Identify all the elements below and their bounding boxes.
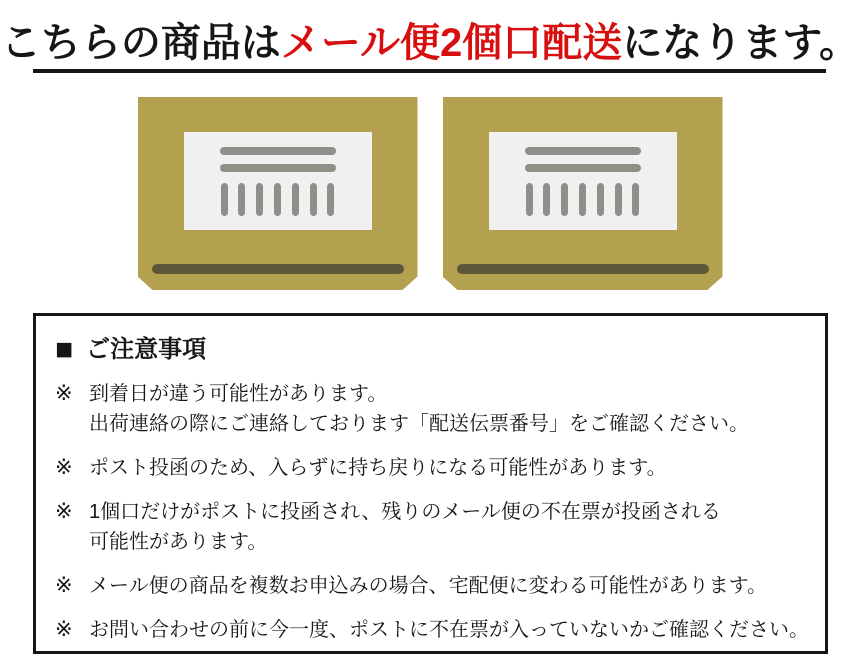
notice-heading [55, 335, 807, 365]
notice-text-line: 1個口だけがポストに投函され、残りのメール便の不在票が投函される [89, 501, 721, 523]
barcode-bar [615, 183, 622, 216]
black-square-marker: ■ [55, 333, 74, 366]
envelope-flap-line [152, 264, 404, 274]
barcode-bar [561, 183, 568, 216]
barcode-bar [221, 183, 228, 216]
notice-item [55, 615, 807, 645]
barcode [526, 183, 640, 216]
notice-item [55, 571, 807, 601]
mail-envelope-icon [138, 97, 418, 290]
title-underline [33, 69, 826, 73]
barcode-bar [238, 183, 245, 216]
notice-text-line: メール便の商品を複数お申込みの場合、宅配便に変わる可能性があります。 [89, 575, 767, 597]
page-title [0, 21, 860, 65]
notice-text-line: 出荷連絡の際にご連絡しております「配送伝票番号」をご確認ください。 [89, 413, 749, 435]
reference-mark: ※ [55, 456, 73, 479]
notice-item-lines [89, 379, 749, 439]
notice-text-line: 到着日が違う可能性があります。 [89, 383, 388, 405]
envelope-illustration-row [0, 97, 860, 290]
title-text-suffix: になります。 [622, 21, 860, 65]
notice-item [55, 497, 807, 557]
notice-item [55, 453, 807, 483]
envelope-flap-line [457, 264, 709, 274]
mail-envelope-icon [443, 97, 723, 290]
barcode-bar [632, 183, 639, 216]
notice-text-line: お問い合わせの前に今一度、ポストに不在票が入っていないかご確認ください。 [89, 619, 809, 641]
barcode-bar [597, 183, 604, 216]
notice-box [33, 313, 828, 654]
barcode-bar [543, 183, 550, 216]
reference-mark: ※ [55, 500, 73, 523]
notice-item-lines [89, 615, 809, 645]
shipping-label [184, 132, 372, 230]
notice-heading-text: ご注意事項 [86, 336, 207, 363]
barcode-bar [526, 183, 533, 216]
barcode-bar [310, 183, 317, 216]
title-text-highlight: メール便2個口配送 [280, 21, 623, 65]
barcode [221, 183, 335, 216]
reference-mark: ※ [55, 574, 73, 597]
notice-item-lines [89, 453, 667, 483]
notice-item-lines [89, 571, 767, 601]
address-line-bar [525, 164, 641, 172]
address-line-bar [220, 147, 336, 155]
barcode-bar [274, 183, 281, 216]
notice-text-line: ポスト投函のため、入らずに持ち戻りになる可能性があります。 [89, 457, 667, 479]
barcode-bar [579, 183, 586, 216]
notice-item [55, 379, 807, 439]
title-text-prefix: こちらの商品は [0, 21, 281, 65]
reference-mark: ※ [55, 618, 73, 641]
barcode-bar [256, 183, 263, 216]
notice-item-lines [89, 497, 721, 557]
address-line-bar [525, 147, 641, 155]
address-line-bar [220, 164, 336, 172]
barcode-bar [292, 183, 299, 216]
reference-mark: ※ [55, 382, 73, 405]
notice-text-line: 可能性があります。 [89, 531, 268, 553]
shipping-label [489, 132, 677, 230]
barcode-bar [327, 183, 334, 216]
